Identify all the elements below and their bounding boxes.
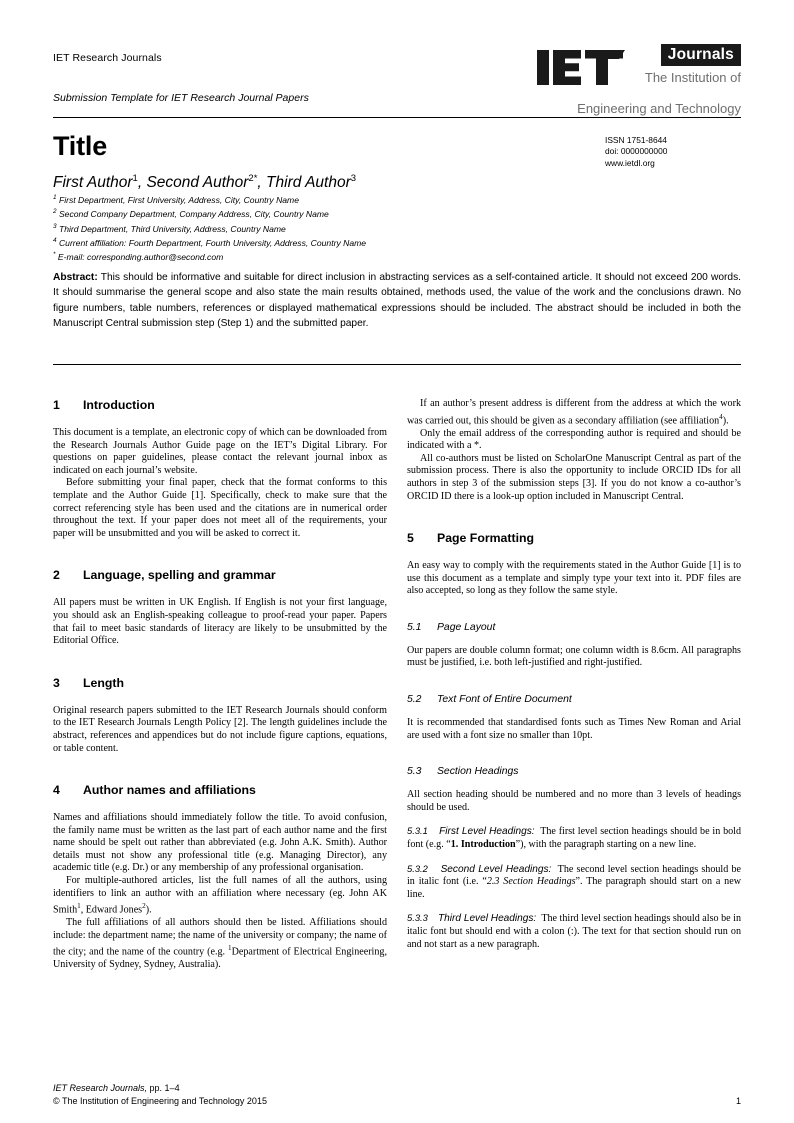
subsection-heading-5-3 [407,765,741,778]
third-level-heading: Third Level Headings: [438,913,537,925]
page-footer [53,1082,741,1109]
subsection-number: 5.2 [407,694,422,706]
section-title: Page Formatting [437,531,535,546]
third-level-number: 5.3.2 [407,862,428,874]
affiliation-marker: 4 [53,236,57,244]
footer-journal-name: IET Research Journals, [53,1083,148,1093]
paragraph-text: For multiple-authored articles, list the full names of all the authors, using identifiers to link an author with an affiliation where necessary (eg. John AK Smith [53,875,387,916]
author-3-affil-marker: 3 [350,173,357,184]
section-title: Length [83,675,124,690]
affiliation-item [53,221,573,235]
section-heading-5 [407,531,741,546]
author-sep-1: , [137,174,147,192]
footer-copyright-line [53,1095,741,1108]
inline-marker: 1 [77,902,81,911]
affiliation-text: First Department, First University, Address, City, Country Name [58,194,299,205]
subsection-heading-5-2 [407,693,741,706]
author-sep-2: , [257,174,267,192]
affiliation-marker: 2 [53,208,57,216]
author-3-name: Third Author [266,174,351,192]
paragraph-text: The first level section headings should be in bold font (e.g. “ [407,826,742,851]
paper-title: Title [53,131,108,161]
section-heading-3 [53,676,387,691]
section-number: 1 [53,398,60,412]
section-number: 3 [53,675,60,690]
abstract-rule-bottom [53,364,741,365]
paragraph: Our papers are double column format; one column width is 8.6cm. All paragraphs must be justified, i.e. both left-justified and right-justified. [407,644,741,669]
paragraph-text: The second level section headings should be in italic font (i.e. “ [407,863,741,888]
abstract-block [53,270,741,332]
footer-page-number: 1 [735,1096,741,1107]
section-number: 4 [53,783,60,798]
author-1-affil-marker: 1 [132,173,138,184]
section-heading-4 [53,783,387,798]
paragraph-third-level-1 [407,825,741,851]
paragraph-text: ”), with the paragraph starting on a new line. [515,839,697,851]
subsection-title: Text Font of Entire Document [437,694,572,706]
paragraph-third-level-3 [407,912,741,951]
paragraph-text: The third level section headings should also be in italic font but should end with a colon (:). The text for that section should run on and not start as a new paragraph. [407,913,742,950]
journal-name: IET Research Journals [53,52,162,64]
section-title: Language, spelling and grammar [83,568,276,583]
inline-marker: 4 [719,412,723,421]
affiliation-list [53,192,573,263]
footer-journal-line [53,1082,741,1095]
header-rule [53,117,741,118]
author-2-corresponding-marker: * [253,173,258,184]
paragraph: It is recommended that standardised fonts such as Times New Roman and Arial are used with a font size no smaller than 10pt. [407,717,741,741]
inline-marker: 1 [228,944,232,953]
author-2-name: Second Author [146,174,249,192]
body-column-left [53,398,387,972]
paragraph [53,917,387,972]
footer-page-range: pp. 1–4 [147,1083,180,1093]
author-2-affil-marker: 2 [248,173,254,184]
paragraph-text: ). [145,904,152,916]
affiliation-item [53,192,573,206]
affiliation-text: Third Department, Third University, Address, Country Name [58,223,286,234]
paragraph-text: The full affiliations of all authors should then be listed. Affiliations should include: the department name; the name of the university or company; the name of the city; and the name of the country (e.g. [53,917,387,958]
affiliation-text: Current affiliation: Fourth Department, Fourth University, Address, Country Name [58,237,367,248]
paragraph: Only the email address of the corresponding author is required and should be indicated with a *. [407,427,741,452]
inline-marker: 2 [142,902,146,911]
section-title: Author names and affiliations [83,783,256,798]
iet-logo [535,44,741,118]
iet-logo-right [631,44,741,86]
inline-bold-example: 1. Introduction [450,839,516,851]
paragraph: An easy way to comply with the requirements stated in the Author Guide [1] is to use this document as a template and simply type your text into it. PDF files are also accepted, so long as they follow the same style. [407,560,741,597]
paragraph: All co-authors must be listed on ScholarOne Manuscript Central as part of the submission process. There is also the opportunity to include ORCID IDs for all authors in step 3 of the submission steps [3]. If you do not know a co-author’s ORCID ID there is a look-up option included in Manuscript Central. [407,452,741,502]
author-1-name: First Author [53,174,133,192]
third-level-number: 5.3.1 [407,825,428,837]
subsection-number: 5.3 [407,766,422,778]
author-list [53,169,356,192]
affiliation-marker: * [53,251,56,259]
affiliation-text: Second Company Department, Company Address, City, Country Name [58,209,329,220]
footer-copyright: © The Institution of Engineering and Technology 2015 [53,1096,267,1107]
paragraph-text: ). [722,414,729,426]
paragraph-third-level-2 [407,863,741,902]
abstract-text: This should be informative and suitable for direct inclusion in abstracting services as a self-contained article. It should not exceed 200 words. It should summarise the general scope and also state the main results obtained, methods used, the value of the work and the conclusions drawn. No figure numbers, table numbers, references or displayed mathematical expressions should be included. The abstract should be included in both the Manuscript Central submission step (Step 1) and the submitted paper. [53,272,742,330]
inline-italic-example: 2.3 Section Headings [486,876,576,888]
website-line: www.ietdl.org [605,157,655,168]
paragraph-text: , Edward Jones [80,904,143,916]
journal-subtitle: Submission Template for IET Research Journal Papers [53,92,309,104]
section-heading-1 [53,398,387,413]
body-column-right [407,398,741,951]
third-level-heading: First Level Headings: [439,826,535,838]
paragraph: All section heading should be numbered and no more than 3 levels of headings should be used. [407,789,741,813]
paragraph: Before submitting your final paper, check that the format conforms to this template and the Author Guide [1]. Specifically, check to make sure that the correct referencing style has been used and the citations are in numerical order throughout the text. If your paper does not meet all of the requirements, your paper will be unsubmitted and you will be asked to correct it. [53,477,387,539]
affiliation-item-email [53,249,573,263]
paragraph-text: ”. The paragraph should start on a new line. [407,876,741,900]
third-level-heading: Second Level Headings: [440,863,552,875]
affiliation-item [53,206,573,220]
paragraph-text: Department of Electrical Engineering, University of Sydney, Sydney, Australia). [53,946,387,971]
affiliation-marker: 3 [53,222,57,230]
page-header [53,46,741,118]
issn-block [605,135,667,169]
section-heading-2 [53,568,387,583]
affiliation-marker: 1 [53,194,57,201]
issn-line: ISSN 1751-8644 [605,135,667,145]
corresponding-email: E-mail: corresponding.author@second.com [57,251,224,262]
paragraph [407,398,741,428]
iet-logo-mark [535,46,627,89]
subsection-number: 5.1 [407,621,422,633]
doi-line: doi: 0000000000 [605,146,668,157]
third-level-number: 5.3.3 [407,912,428,924]
paragraph: This document is a template, an electronic copy of which can be downloaded from the Research Journals Author Guide page on the IET’s Digital Library. For questions on paper guidelines, please contact the relevant journal inbox as indicated on each journal’s website. [53,427,387,476]
iet-tagline-line1: The Institution of [644,70,741,85]
paragraph: Original research papers submitted to the IET Research Journals should conform to the IET Research Journals Length Policy [2]. The length guidelines include the abstract, references and appendices but do not include figure captions, equations, or table content. [53,704,387,754]
section-number: 2 [53,568,60,583]
section-number: 5 [407,531,414,546]
iet-journals-badge: Journals [661,44,741,66]
paragraph [53,875,387,917]
abstract-label: Abstract: [53,272,98,283]
iet-tagline-line2: Engineering and Technology [577,101,741,116]
paragraph: Names and affiliations should immediately follow the title. To avoid confusion, the family name must be written as the last part of each author name and the first name should be spelt out rather than abbreviated (e.g. John A.K. Smith). Author details must not show any professional title (e.g. Managing Director), any academic title (e.g. Dr.) or any membership of any professional organisation. [53,812,387,874]
section-title: Introduction [83,398,155,412]
subsection-title: Section Headings [437,766,519,778]
subsection-heading-5-1 [407,621,741,634]
paragraph: All papers must be written in UK English. If English is not your first language, you should ask an English-speaking colleague to proof-read your paper. Papers that fail to meet basic standards of literacy are likely to be unsubmitted by the Editorial Office. [53,597,387,647]
paragraph-text: If an author’s present address is different from the address at which the work was carried out, this should be given as a secondary affiliation (see affiliation [407,398,741,426]
subsection-title: Page Layout [437,621,496,633]
affiliation-item [53,235,573,249]
